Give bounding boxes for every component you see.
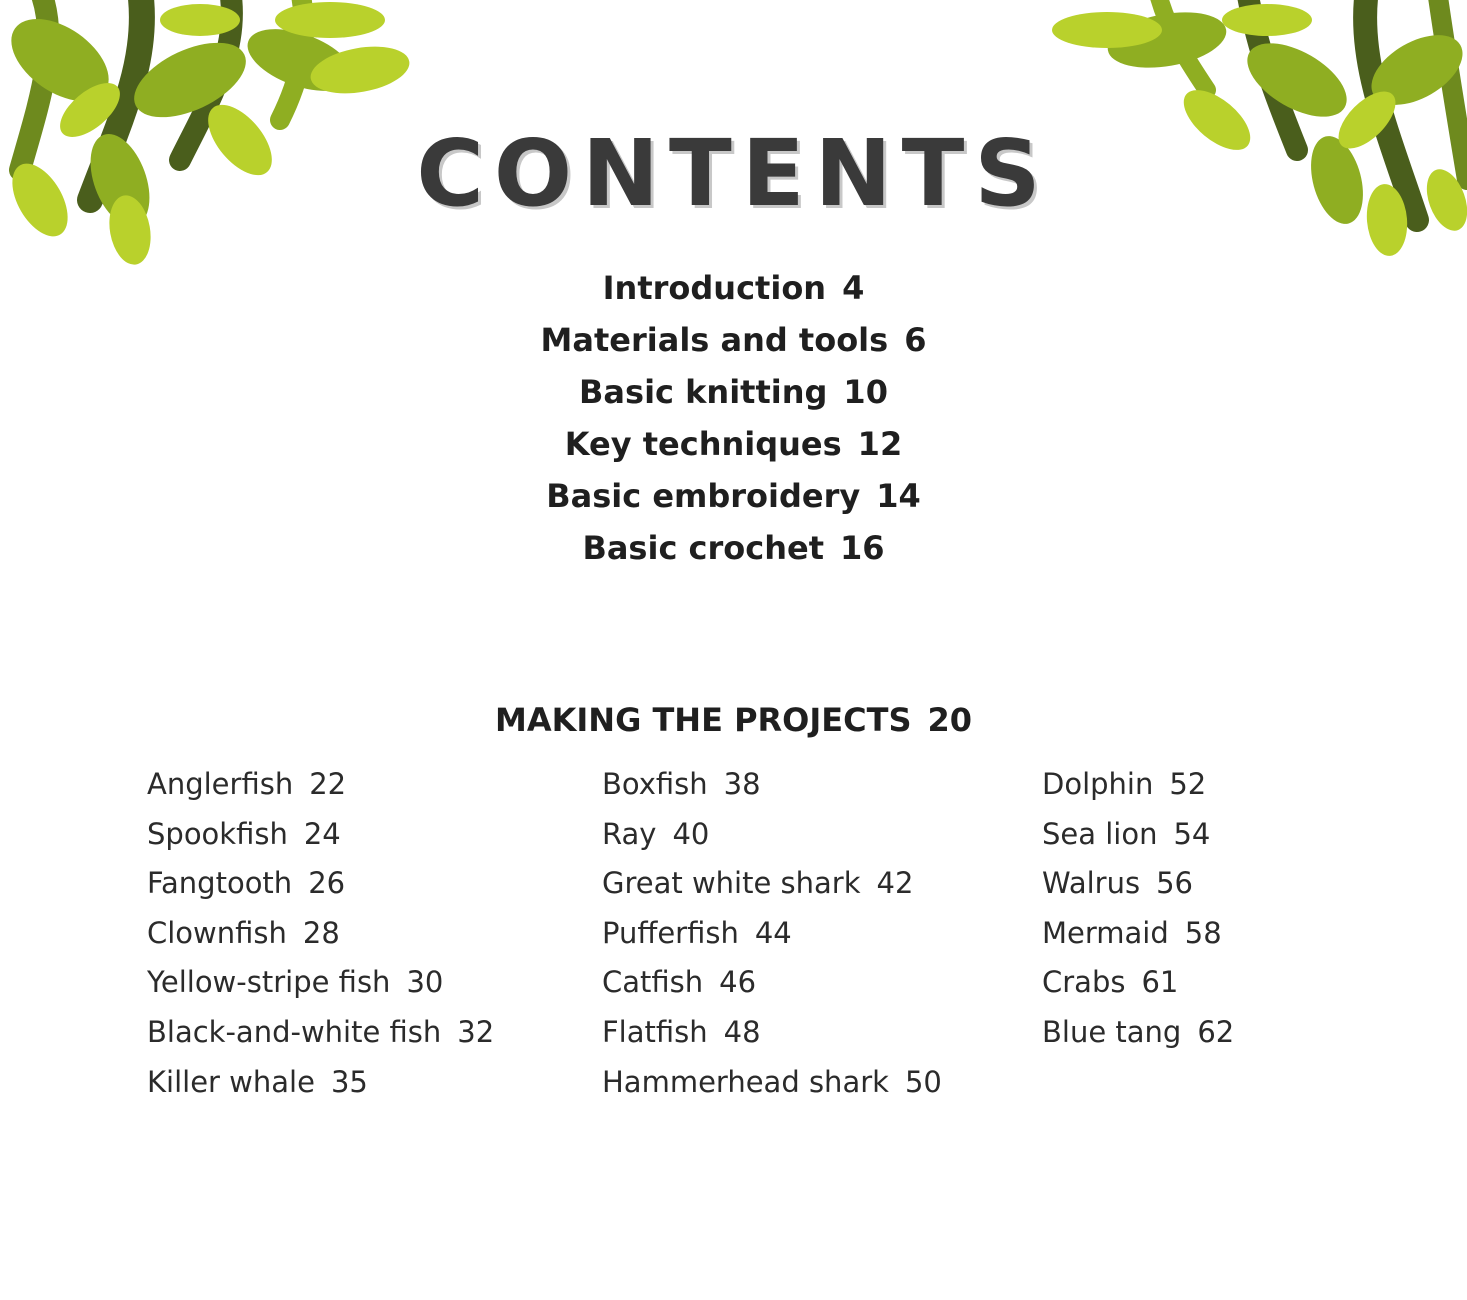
toc-entry-page: 12 [857,425,903,463]
project-entry[interactable] [1042,810,1234,860]
project-label: Spookfish [147,816,288,851]
project-page: 44 [754,915,792,950]
toc-entry-basic-crochet[interactable] [0,522,1467,574]
project-page: 52 [1169,767,1207,801]
project-page: 30 [406,965,444,1000]
toc-entry-introduction[interactable] [0,262,1467,314]
project-entry[interactable] [147,1008,494,1058]
project-entry[interactable] [1042,958,1234,1008]
project-entry[interactable] [147,760,494,810]
project-label: Flatfish [602,1014,708,1049]
project-page: 32 [457,1014,495,1049]
project-entry[interactable] [602,1058,942,1108]
project-page: 46 [719,965,757,1000]
toc-entry-materials-and-tools[interactable] [0,314,1467,366]
toc-entry-page: 6 [904,321,927,359]
project-label: Crabs [1042,965,1126,1000]
project-page: 50 [904,1064,942,1099]
project-entry[interactable] [147,810,494,860]
project-entry[interactable] [602,1008,942,1058]
toc-entry-page: 16 [840,529,885,567]
project-label: Black-and-white fish [147,1014,442,1049]
project-entry[interactable] [147,958,494,1008]
toc-entry-page: 4 [842,269,865,307]
toc-entry-label: Introduction [602,269,827,307]
project-entry[interactable] [602,859,942,909]
project-page: 22 [309,767,347,801]
project-page: 24 [303,816,341,851]
project-label: Anglerfish [147,767,294,801]
project-page: 42 [876,866,914,901]
project-entry[interactable] [602,958,942,1008]
projects-column-2 [602,760,942,1107]
project-label: Blue tang [1042,1014,1182,1049]
toc-entry-basic-embroidery[interactable] [0,470,1467,522]
projects-column-1 [147,760,494,1107]
toc-entry-label: Basic embroidery [546,477,861,515]
project-label: Walrus [1042,866,1141,901]
project-entry[interactable] [147,859,494,909]
toc-entry-page: 10 [843,373,888,411]
section-heading-label: MAKING THE PROJECTS [494,701,912,739]
page-title: CONTENTS [416,120,1051,227]
project-page: 58 [1184,915,1222,950]
project-label: Great white shark [602,866,861,901]
project-label: Dolphin [1042,767,1154,801]
project-label: Boxfish [602,767,708,801]
project-label: Pufferfish [602,915,739,950]
toc-entry-key-techniques[interactable] [0,418,1467,470]
project-label: Sea lion [1042,816,1158,851]
project-page: 28 [302,915,340,950]
project-entry[interactable] [1042,859,1234,909]
section-heading-page: 20 [927,701,973,739]
project-label: Fangtooth [147,866,293,901]
toc-entry-label: Key techniques [564,425,842,463]
project-page: 35 [330,1064,368,1099]
project-label: Hammerhead shark [602,1064,889,1099]
section-heading-making-the-projects[interactable] [0,698,1467,742]
toc-entry-page: 14 [876,477,921,515]
project-page: 56 [1156,866,1193,901]
project-page: 54 [1173,816,1211,851]
project-page: 61 [1141,965,1179,1000]
project-page: 26 [308,866,346,901]
project-entry[interactable] [147,909,494,959]
projects-column-3 [1042,760,1234,1058]
project-page: 40 [672,816,710,851]
project-page: 38 [723,767,761,801]
project-entry[interactable] [1042,1008,1234,1058]
project-entry[interactable] [602,760,942,810]
project-page: 48 [723,1014,761,1049]
project-label: Killer whale [147,1064,315,1099]
project-entry[interactable] [602,909,942,959]
project-entry[interactable] [1042,909,1234,959]
toc-entry-label: Basic crochet [582,529,825,567]
project-entry[interactable] [1042,760,1234,810]
project-label: Yellow-stripe fish [147,965,391,1000]
project-label: Catfish [602,965,704,1000]
intro-contents-list [0,262,1467,574]
toc-entry-basic-knitting[interactable] [0,366,1467,418]
project-label: Mermaid [1042,915,1169,950]
project-entry[interactable] [147,1058,494,1108]
project-label: Clownfish [147,915,287,950]
project-label: Ray [602,816,657,851]
toc-entry-label: Materials and tools [540,321,889,359]
project-entry[interactable] [602,810,942,860]
project-page: 62 [1197,1014,1235,1049]
toc-entry-label: Basic knitting [579,373,828,411]
